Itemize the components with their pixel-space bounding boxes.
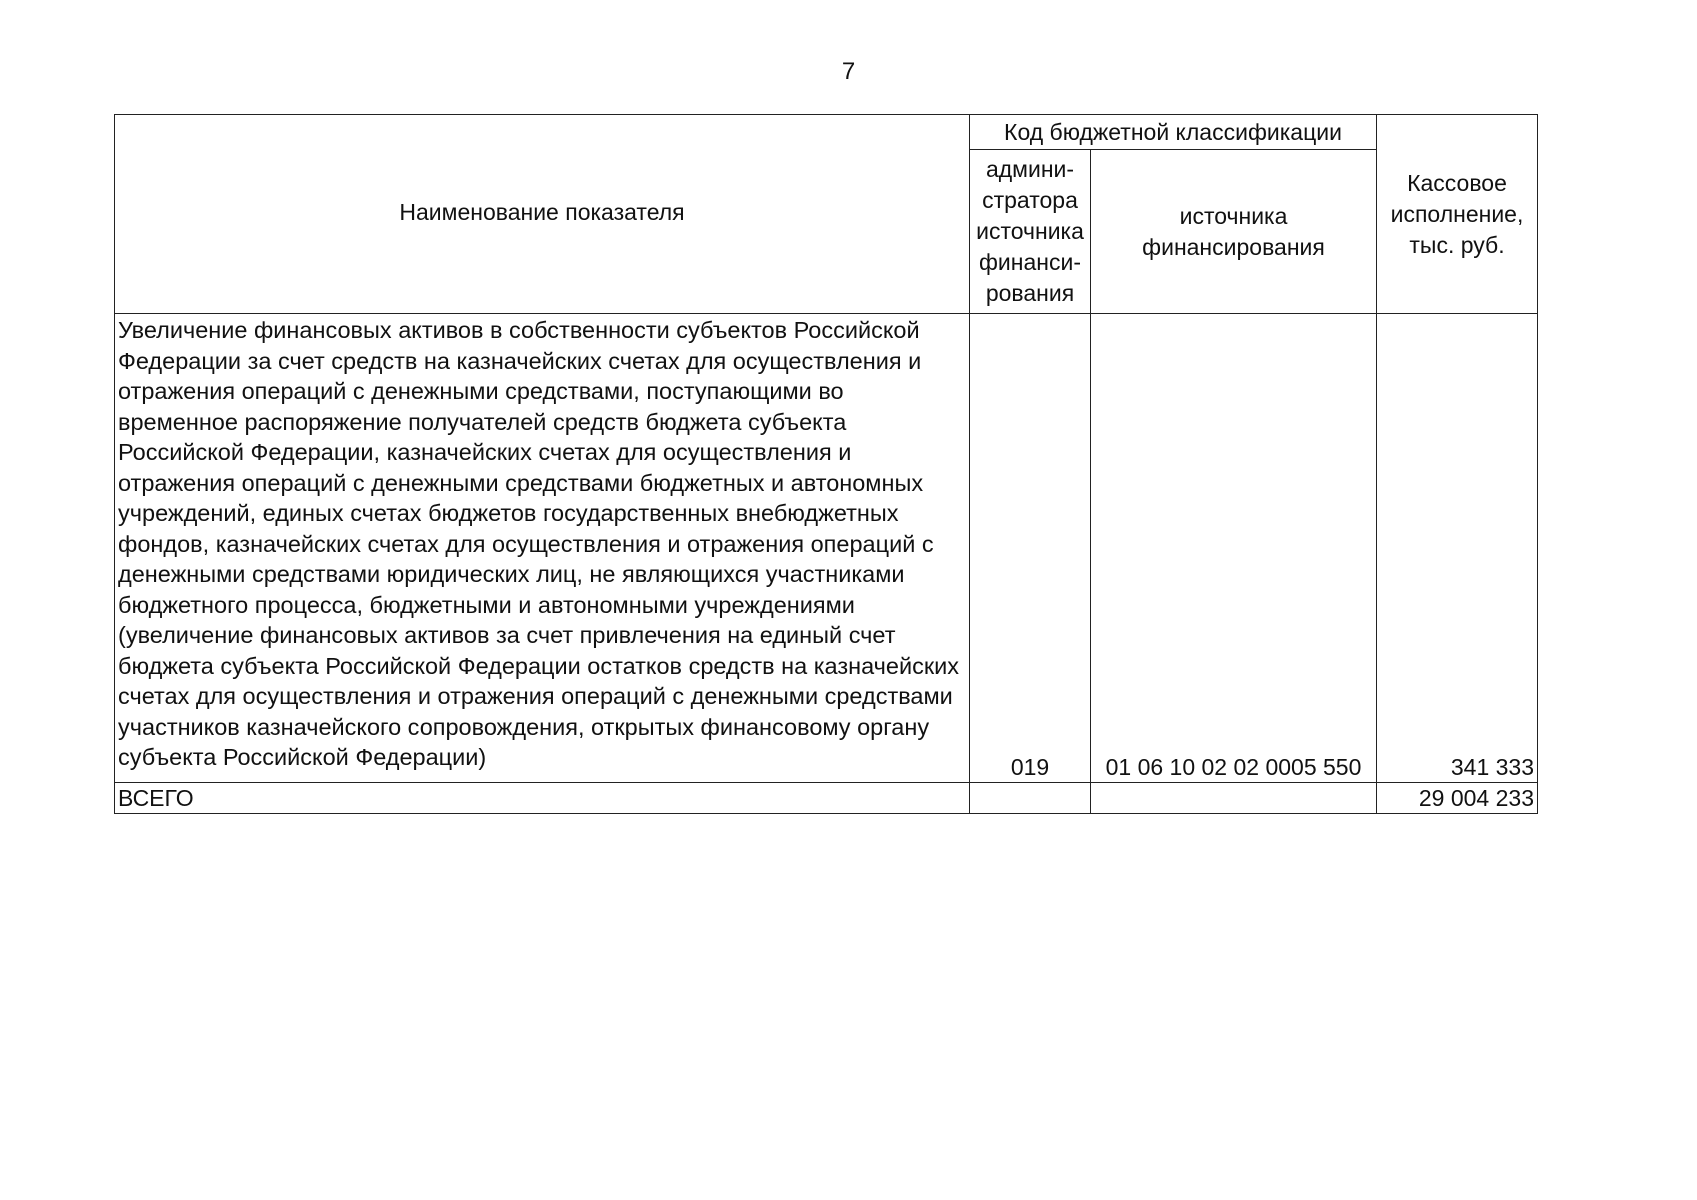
total-admin — [970, 783, 1091, 814]
page-number: 7 — [841, 58, 856, 85]
total-source — [1091, 783, 1377, 814]
row-source-code: 01 06 10 02 02 0005 550 — [1091, 314, 1377, 783]
total-row — [115, 783, 1538, 814]
header-name: Наименование показателя — [115, 115, 970, 314]
budget-table — [114, 114, 1538, 814]
table-header — [115, 115, 1538, 314]
header-sum-text: Кассовое исполнение, тыс. руб. — [1390, 169, 1524, 258]
header-source-text: источника финансирования — [1142, 202, 1325, 260]
total-sum: 29 004 233 — [1377, 783, 1538, 814]
header-row-top — [115, 115, 1538, 150]
table-body — [115, 314, 1538, 814]
header-admin — [970, 150, 1091, 314]
header-source — [1091, 150, 1377, 314]
row-name: Увеличение финансовых активов в собственности субъектов Российской Федерации за счет средств на казначейских счетах для осуществления и отражения операций с денежными средствами, поступающими во временное распоряжение получателей средств бюджета субъекта Российской Федерации, казначейских счетах для осуществления и отражения операций с денежными средствами бюджетных и автономных учреждений, единых счетах бюджетов государственных внебюджетных фондов, казначейских счетах для осуществления и отражения операций с денежными средствами юридических лиц, не являющихся участниками бюджетного процесса, бюджетными и автономными учреждениями (увеличение финансовых активов за счет привлечения на единый счет бюджета субъекта Российской Федерации остатков средств на казначейских счетах для осуществления и отражения операций с денежными средствами участников казначейского сопровождения, открытых финансовому органу субъекта Российской Федерации) — [115, 314, 970, 783]
table-row — [115, 314, 1538, 783]
total-label: ВСЕГО — [115, 783, 970, 814]
header-code-group: Код бюджетной классификации — [970, 115, 1377, 150]
header-sum — [1377, 115, 1538, 314]
row-admin-code: 019 — [970, 314, 1091, 783]
header-admin-text: админи- стратора источника финанси- рования — [976, 156, 1084, 306]
row-sum: 341 333 — [1377, 314, 1538, 783]
